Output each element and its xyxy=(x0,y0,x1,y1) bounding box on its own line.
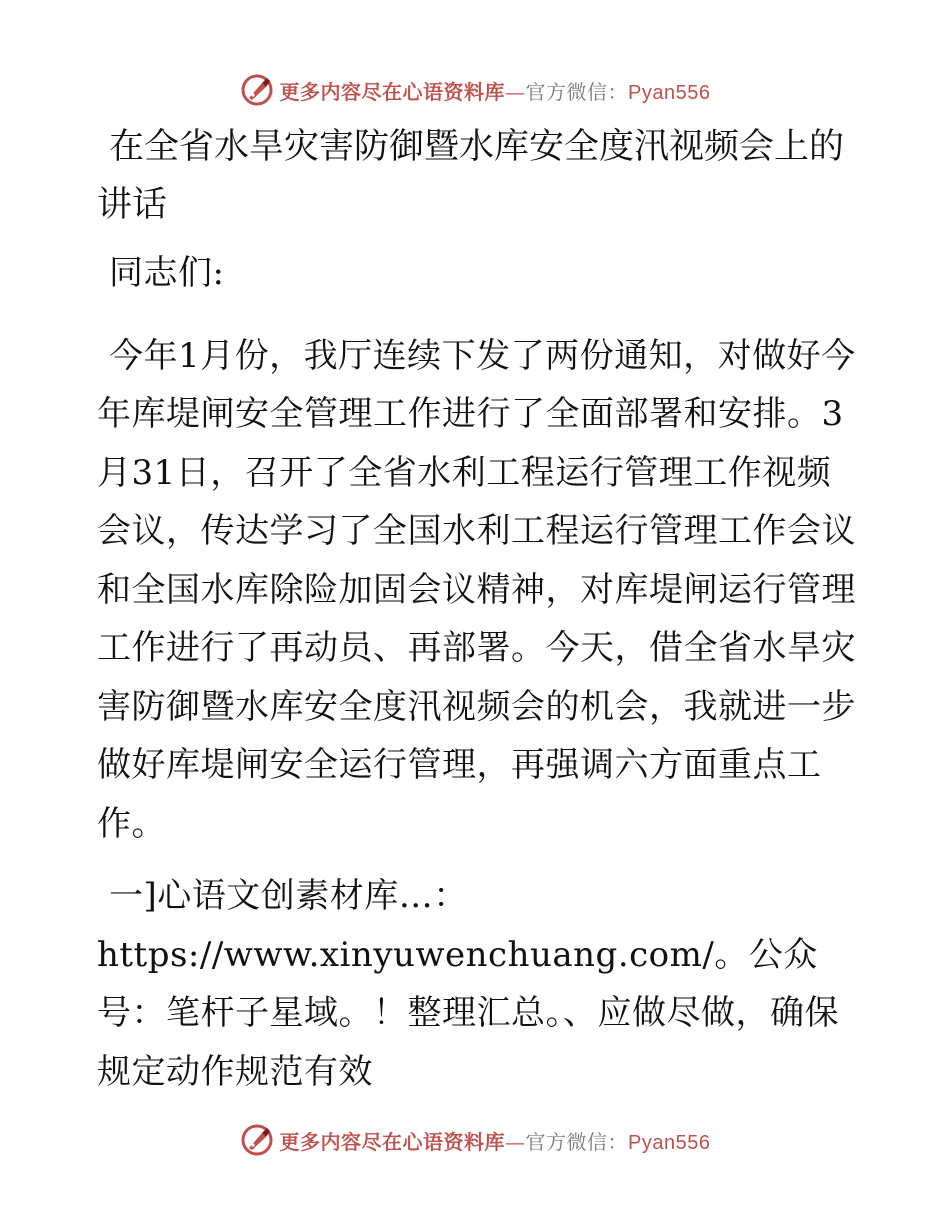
watermark-dash: — xyxy=(505,79,526,104)
document-title: 在全省水旱灾害防御暨水库安全度汛视频会上的讲话 xyxy=(97,127,845,225)
fountain-pen-logo-icon xyxy=(240,73,274,107)
watermark-wechat-id: Pyan556 xyxy=(628,1131,711,1154)
watermark-brand: 更多内容尽在心语资料库 xyxy=(279,79,506,104)
paragraph-section-one: 一]心语文创素材库…：https://www.xinyuwenchuang.com/。公众号：笔杆子星域。！整理汇总。、应做尽做，确保规定动作规范有效 xyxy=(97,876,839,1092)
watermark-text xyxy=(280,1126,711,1155)
watermark-dash: — xyxy=(505,1129,526,1154)
footer-watermark xyxy=(0,1120,950,1160)
fountain-pen-logo-icon xyxy=(240,1123,274,1157)
watermark-official-label: 官方微信： xyxy=(525,79,629,104)
header-watermark xyxy=(0,70,950,110)
salutation: 同志们: xyxy=(109,253,225,293)
document-body xyxy=(97,118,857,1115)
paragraph-intro: 今年1月份，我厅连续下发了两份通知，对做好今年库堤闸安全管理工作进行了全面部署和安排。3月31日，召开了全省水利工程运行管理工作视频会议，传达学习了全国水利工程运行管理工作会议和全国水库除险加固会议精神，对库堤闸运行管理工作进行了再动员、再部署。今天，借全省水旱灾害防御暨水库安全度汛视频会的机会，我就进一步做好库堤闸安全运行管理，再强调六方面重点工作。 xyxy=(97,335,856,844)
watermark-official-label: 官方微信： xyxy=(525,1129,629,1154)
watermark-brand: 更多内容尽在心语资料库 xyxy=(279,1129,506,1154)
watermark-text xyxy=(280,76,711,105)
watermark-wechat-id: Pyan556 xyxy=(628,81,711,104)
